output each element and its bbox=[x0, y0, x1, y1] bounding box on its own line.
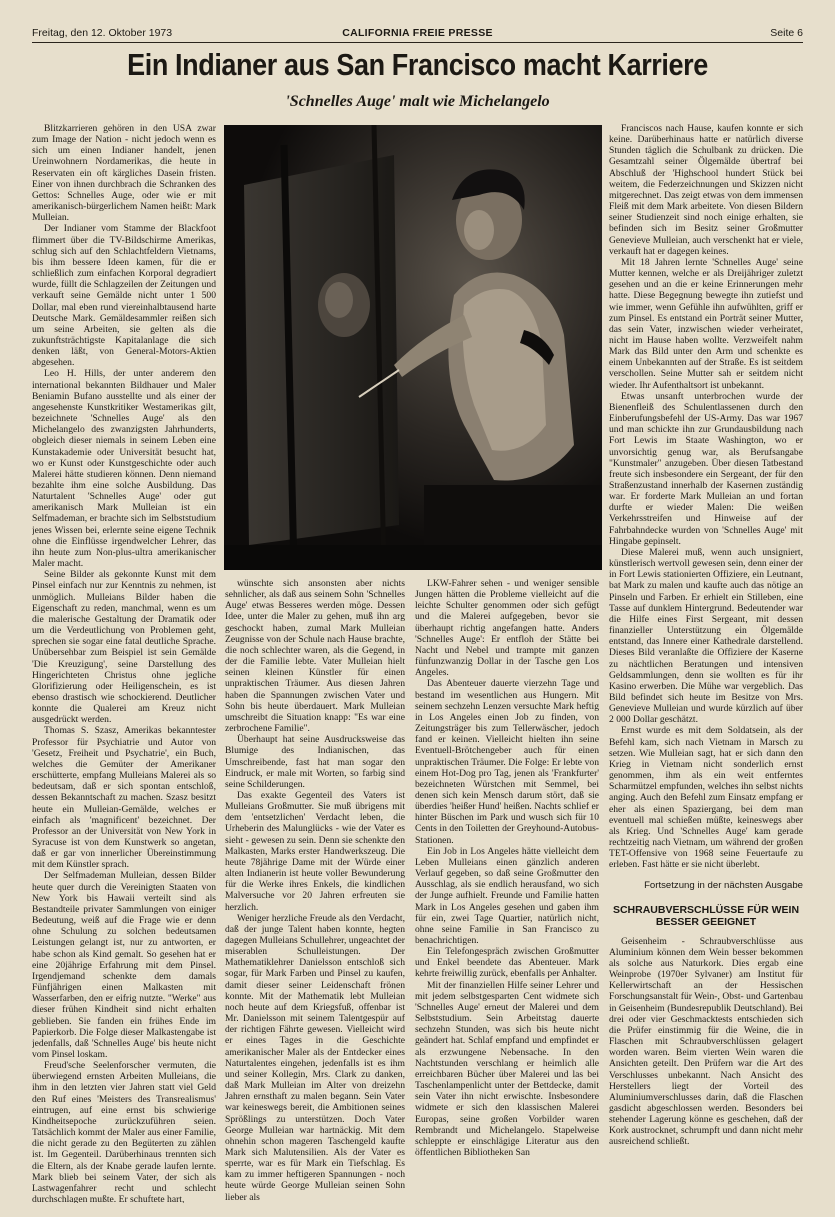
paragraph: Seine Bilder als gekonnte Kunst mit dem Pinsel einfach nur zur Kenntnis zu nehmen, ist unmöglich. Mulleians Bilder haben die Eigenschaft zu reden, manchmal, wenn es um die malerische Gestaltung der Dramatik oder um die Verdeutlichung von Problemen geht, sprechen sie sogar eine fatal deutliche Sprache. Unübersehbar zum Beispiel ist sein Gemälde 'Die Kreuzigung', seine Darstellung des Hingerichteten Christus ohne jegliche Glorifizierung oder Heiligenschein, es ist ebenso drastisch wie schockierend. Deutlicher konnte die Qualerei am Kreuz nicht ausgedrückt werden. bbox=[32, 569, 216, 726]
paragraph: LKW-Fahrer sehen - und weniger sensible Jungen hätten die Probleme vielleicht auf die leichte Schulter genommen oder sich gefügt und die Malerei aufgegeben, bevor sie überhaupt richtig angefangen hatte. Anders 'Schnelles Auge': Er entfloh der Stätte bei Nacht und Nebel und trampte mit ganzen fünfunzwanzig Dollar in der Tasche gen Los Angeles. bbox=[415, 578, 599, 679]
photo-painter-at-easel bbox=[224, 125, 602, 570]
paragraph: Etwas unsanft unterbrochen wurde der Bienenfleiß des Schulentlassenen durch den Einberufungsbefehl der US-Army. Das war 1967 und man schickte ihn zur Grundausbildung nach Fort Lewis im Staate Washington, wo er unvorsichtig genug war, als Berufsangabe "Kunstmaler" anzugeben. Über diesen Tatbestand freute sich insbesondere ein Sergeant, der für den Straßenzustand innerhalb der Kasernen zuständig war. Er forderte Mark Mulleian an und fortan durfte er wieder Malen: Die weißen Verkehrsstreifen und Hinweise auf der Fahrbahndecke wurden von 'Schnelles Auge' mit Hingabe gepinselt. bbox=[609, 390, 803, 547]
paragraph: Thomas S. Szasz, Amerikas bekanntester Professor für Psychiatrie und Autor von 'Gesetz, Freiheit und Psychatrie', ein Buch, welches die Gemüter der Amerikaner erschütterte, empfang Mulleians Malerei als so bedeutsam, daß er sich spontan entschloß, dessen Bekanntschaft zu machen. Szasz besitzt heute ein Mulleian-Gemälde, welches er einfach als 'magnificent' bezeichnet. Der Professor an der Universität von New York in Syracuse ist von dem Kunstwerk so angetan, daß er gar von innerlicher Übereinstimmung mit dem Künstler sprach. bbox=[32, 725, 216, 871]
newspaper-name: CALIFORNIA FREIE PRESSE bbox=[342, 27, 493, 39]
page-number: Seite 6 bbox=[770, 27, 803, 39]
paragraph: wünschte sich ansonsten aber nichts sehnlicher, als daß aus seinem Sohn 'Schnelles Auge' etwas Besseres werden möge. Dessen Idee, unter die Maler zu gehen, muß ihn arg geschockt haben, zumal Mark Mulleian Zeugnisse von der Schule nach Hause brachte, die noch schlechter waren, als die Gegend, in der die Familie lebte. Vater Mulleian hielt seinen kleinen Künstler für einen unpraktischen Träumer. Aus diesen Jahren haben die Spannungen zwischen Vater und Sohn bis heute überdauert. Mark Mulleian umschreibt die Situation knapp: "Es war eine zerbrochene Familie". bbox=[225, 578, 405, 735]
continuation-note: Fortsetzung in der nächsten Ausgabe bbox=[644, 880, 803, 892]
article-column-2 bbox=[225, 578, 405, 1203]
paragraph: Blitzkarrieren gehören in den USA zwar zum Image der Nation - nicht jedoch wenn es sich um einen Indianer handelt, jenen Ureinwohnern Nordamerikas, die heute in Reservaten ein oft kärgliches Dasein fristen. Einer von ihnen durchbrach die Schranken des Gettos: Schnelles Auge, oder wie er mit amerikanisch-bürgerlichem Namen heißt: Mark Mulleian. bbox=[32, 123, 216, 224]
paragraph: Das exakte Gegenteil des Vaters ist Mulleians Großmutter. Sie muß übrigens mit dem 'entsetzlichen' Verdacht leben, die Urheberin des Malunglücks - wie der Vater es sieht - gewesen zu sein. Denn sie schenkte den Malkasten, Marks erster Handwerkszeug. Die heute 78jährige Dame mit der Würde einer alten Indianerin ist heute voller Bewunderung für die Werke ihres Enkels, die kindlichen Malversuche vor 20 Jahren erfreuten sie herzlich. bbox=[225, 789, 405, 913]
paragraph: Überhaupt hat seine Ausdrucksweise das Blumige des Indianischen, das Umschreibende, fast hat man sogar den Eindruck, er male mit Worten, so farbig sind seine Schilderungen. bbox=[225, 734, 405, 790]
article-subhead: 'Schnelles Auge' malt wie Michelangelo bbox=[285, 93, 550, 110]
page-header bbox=[32, 24, 803, 43]
article-column-1 bbox=[32, 123, 216, 1203]
paragraph: Weniger herzliche Freude als den Verdacht, daß der junge Talent haben konnte, hegten dagegen Mulleians Schullehrer, ungeachtet der miserablen Schulleistungen. Der Mathematiklehrer Danielsson entschloß sich sogar, für Mark Farben und Pinsel zu kaufen, damit dieser seiner Leidenschaft frönen konnte. Mit der Mathematik lebt Mulleian noch heute auf dem Kriegsfuß, offenbar ist Mr. Danielsson mit seinem Talentgespür auf der richtigen Fährte gewesen. Vielleicht wird er eines Tages in die Geschichte amerikanischer Maler als der Entdecker eines Naturtalentes eingehen, jedenfalls ist es ihm und seiner Kollegin, Mrs. Clark zu danken, daß Mark Mulleian im Alter von dreizehn Jahren ernsthaft zu malen begann. Sein Vater war keineswegs bereit, die Ambitionen seines Sprößlings zu unterstützen. Doch Vater George Mulleian war hartnäckig. Mit dem ohnehin schon mageren Taschengeld kaufte Mark sich Malutensilien. Als der Vater es sperrte, war es für Mark ein Tiefschlag. Es kam zu immer heftigeren Spannungen - noch heute würde George Mulleian seinen Sohn lieber als bbox=[225, 912, 405, 1203]
sidebar-headline: SCHRAUBVERSCHLÜSSE FÜR WEIN BESSER GEEIGNET bbox=[612, 903, 800, 928]
artist-photo bbox=[224, 125, 602, 570]
paragraph: Mit der finanziellen Hilfe seiner Lehrer und mit jedem selbstgesparten Cent widmete sich 'Schnelles Auge' erneut der Malerei und dem Selbststudium. Sein Arbeitstag dauerte sechzehn Stunden, was sich bis heute nicht geändert hat. Schlaf empfand und empfindet er als erzwungene Nebensache. In den Nachtstunden verschlang er heimlich alle erreichbaren Bücher über Malerei und las bei Taschenlampenlicht unter der Bettdecke, damit sein Vater ihn nicht erwischte. Insbesondere widmete er sich den klassischen Malerei Europas, seine großen Vorbilder waren Rembrandt und Michelangelo. Stapelweise schleppte er einschlägige Literatur aus den öffentlichen Bibliotheken San bbox=[415, 979, 599, 1158]
article-column-4 bbox=[609, 123, 803, 1203]
paragraph: Ernst wurde es mit dem Soldatsein, als der Befehl kam, sich nach Vietnam in Marsch zu setzen. Wie Mulleian sagt, hat er sich dann den Krieg in Vietnam nicht sonderlich ernst genommen, ihm als ein weit entferntes Scharmützel empfunden, welches ihn selbst nichts anging. Auch den Befehl zum Einsatz empfang er eher als einen Spaziergang, bei dem man eventuell mal schießen müßte, keineswegs aber als Krieg. Und 'Schnelles Auge' kam gerade rechtzeitig nach Vietnam, um während der großen TET-Offensive von 1968 seine Feuertaufe zu erleben. Fast hätte er sie nicht überlebt. bbox=[609, 725, 803, 871]
issue-date: Freitag, den 12. Oktober 1973 bbox=[32, 27, 173, 39]
paragraph: Das Abenteuer dauerte vierzehn Tage und bestand im wesentlichen aus Hungern. Mit seinem sechzehn Lenzen versuchte Mark heftig in Los Angeles einen Job zu finden, von Zeitungsträger bis zum Tellerwäscher, jedoch fand er keinen. Vielleicht hielten ihn seine Eventuell-Brötchengeber auch für einen unpraktischen Träumer. Die Folge: Er lebte von einem Hot-Dog pro Tag, jenen als 'Frankfurter' bezeichneten Würstchen mit Semmel, bei denen sich kein Mensch darum stört, daß sie überdies 'heißer Hund' heißen. Nachts schlief er hinter Büschen im Park und wusch sich für 10 Cents in den Toiletten der Greyhound-Autobus-Stationen. bbox=[415, 678, 599, 846]
paragraph: Ein Telefongespräch zwischen Großmutter und Enkel beendete das Abenteuer. Mark kehrte freiwillig zurück, ebenfalls per Anhalter. bbox=[415, 946, 599, 980]
paragraph: Mit 18 Jahren lernte 'Schnelles Auge' seine Mutter kennen, welche er als Dreijähriger zuletzt gesehen und an die er keine Erinnerungen mehr hatte. Diese Begegnung bewegte ihn zutiefst und wie immer, wenn Gefühle ihn aufwühlten, griff er zum Pinsel. Es entstand ein Porträt seiner Mutter, das sein Vater, inzwischen wieder verheiratet, nicht im Hause haben wollte. Verzweifelt nahm Mark das Bild unter den Arm und schenkte es einem Unbekannten auf der Straße. Es ist seitdem verschollen. Seine Mutter sah er seitdem nicht wieder. Ihr Aufenthaltsort ist unbekannt. bbox=[609, 256, 803, 391]
paragraph: Freud'sche Seelenforscher vermuten, die überwiegend ernsten Arbeiten Mulleians, die ihm in den letzten vier Jahren statt viel Geld den Ruf eines 'Meisters des Transrealismus' eintrugen, auf eine ernst bis schwierige Kindheitsepoche zurückzuführen seien. Tatsächlich kommt der Maler aus einer Familie, die nicht gerade zu den Begüterten zu zählen ist. Im Gegenteil. Darüberhinaus trennten sich die Eltern, als der Knabe gerade laufen lernte. Mark blieb bei seinem Vater, der sich als Lastwagenfahrer recht und schlecht durchschlagen mußte. Er schuftete hart, bbox=[32, 1060, 216, 1203]
paragraph: Der Indianer vom Stamme der Blackfoot flimmert über die TV-Bildschirme Amerikas, schlug sich auf den Schlachtfeldern Vietnams, bis ihm bessere Ideen kamen, für die er schließlich zum einfachen Korporal degradiert wurde, füllt die Schlagzeilen der Zeitungen und verkauft seine Gemälde nicht unter 1 500 Dollar, mal eben rund viereinhalbtausend harte Deutsche Mark. Gemäldesammler reißen sich um seine Arbeiten, sie gelten als die zukunftsträchtigste Kapitalanlage die sich denken läßt, von General-Motors-Aktien abgesehen. bbox=[32, 223, 216, 369]
sidebar-paragraph: Geisenheim - Schraubverschlüsse aus Aluminium können dem Wein besser bekommen als solche aus Naturkork. Dies ergab eine Weinprobe (1970er Sylvaner) am Institut für Kellerwirtschaft an der Hessischen Forschungsanstalt für Wein-, Obst- und Gartenbau in Geisenheim (Bundesrepublik Deutschland). Bei drei oder vier Geschmacktests entschieden sich die Prüfer einstimmig für die Weine, die in Flaschen mit Schraubverschlüssen gelagert worden waren. Beim vierten Wein waren die Ansichten geteilt. Den Prüfern war die Art des Verschlusses unbekannt. Nach Ansicht des Herstellers liegt der Vorteil des Aluminiumverschlusses darin, daß die Flaschen gasdicht abgeschlossen werden. Besonders bei stehender Lagerung könne es geschehen, daß der Kork austrocknet, schrumpft und dann nicht mehr ausreichend schließt. bbox=[609, 935, 803, 1148]
paragraph: Franciscos nach Hause, kaufen konnte er sich keine. Darüberhinaus hatte er natürlich diverse Stunden täglich die Schulbank zu drücken. Die Gesamtzahl seiner Ölgemälde übertraf bei Abschluß der 'Highschool hundert Stück bei weitem, die Federzeichnungen und Skizzen nicht mitgerechnet. Das zeigt etwas von dem immensen Fleiß mit dem Mark arbeitete. Von diesen Bildern seiner Studienzeit sind noch einige erhalten, sie befinden sich im Besitz seiner Großmutter Genevieve Mulleian, auch verschenkt hat er viele, verkauft hat er dagegen keines. bbox=[609, 123, 803, 257]
article-headline: Ein Indianer aus San Francisco macht Karriere bbox=[127, 48, 708, 82]
paragraph: Ein Job in Los Angeles hätte vielleicht dem Leben Mulleians einen gänzlich anderen Verlauf gegeben, so daß seine Großmutter den Ausschlag, als sie endlich herausfand, wo sich der Junge aufhielt. Freunde und Familie hatten Mark in Los Angeles gesehen und gaben ihm für ein, zwei Tage Quartier, natürlich nicht, ohne seine Familie in San Francisco zu benachrichtigen. bbox=[415, 845, 599, 946]
article-column-3 bbox=[415, 578, 599, 1203]
paragraph: Leo H. Hills, der unter anderem den international bekannten Bildhauer und Maler Beniamin Bufano ausstellte und als einer der angesehenste Kunstkritiker Westamerikas gilt, bezeichnete 'Schnelles Auge' als den Michelangelo des zwanzigsten Jahrhunderts, obgleich dieser niemals in seinem Leben eine Kunstakademie oder Universität besucht hat, wo er Kunst oder Kunstgeschichte oder auch Malerei hätte studieren können. Denn niemand bezahlte ihm eine solche Ausbildung. Das Naturtalent 'Schnelles Auge' oder gut amerikanisch Mark Mulleian ist ein Selfmademan, er brachte sich im Selbststudium jenes Wissen bei, erlernte seine eigene Technik ohne die Einflüsse irgendwelcher Lehrer, das ihn heute zum Non-plus-ultra amerikanischer Maler macht. bbox=[32, 368, 216, 570]
paragraph: Der Selfmademan Mulleian, dessen Bilder heute quer durch die Vereinigten Staaten von New York bis Hawaii verteilt sind als Bestandteile privater Sammlungen von einiger Bedeutung, weiß auf die Frage wie er denn ohne Schulung zu solchen bedeutsamen Leistungen gelangt ist, nur zu antworten, er habe schon als Kind gemalt. So gesehen hat er eine 20jährige Erfahrung mit dem Pinsel. Irgendjemand schenkte dem damals Fünfjährigen einen Malkasten mit Wasserfarben, den er eifrig nutzte. "Werke" aus dieser frühen Kindheit sind nicht erhalten geblieben. Sie fanden ein frühes Ende im Papierkorb. Die Folge dieser Malkastengabe ist jedenfalls, daß 'Schnelles Auge' bis heute nicht vom Pinsel loskam. bbox=[32, 870, 216, 1060]
paragraph: Diese Malerei muß, wenn auch unsigniert, künstlerisch wertvoll gewesen sein, denn einer der in Fort Lewis stationierten Offiziere, ein Leutnant, bat Mark zu malen und kaufte auch das nötige an Pinseln und Farben. Er erhielt ein Stilleben, eine Tasse auf dunklem Hintergrund. Bedeutender war die Hilfe eines First Sergeant, mit dessen finanzieller Unterstützung ein Ölgemälde entstand, das Innere einer Kathedrale darstellend. Dieses Bild veranlaßte die Offiziere der Kaserne zu nächtlichen Beratungen und intensiven Geldsammlungen, denn sie wollten es für ihr Kasino erwerben. Die Mühe war vergeblich. Das Bild befindet sich heute im Besitze von Mrs. Genevieve Mulleian und wurde kürzlich auf über 2 000 Dollar geschätzt. bbox=[609, 546, 803, 726]
